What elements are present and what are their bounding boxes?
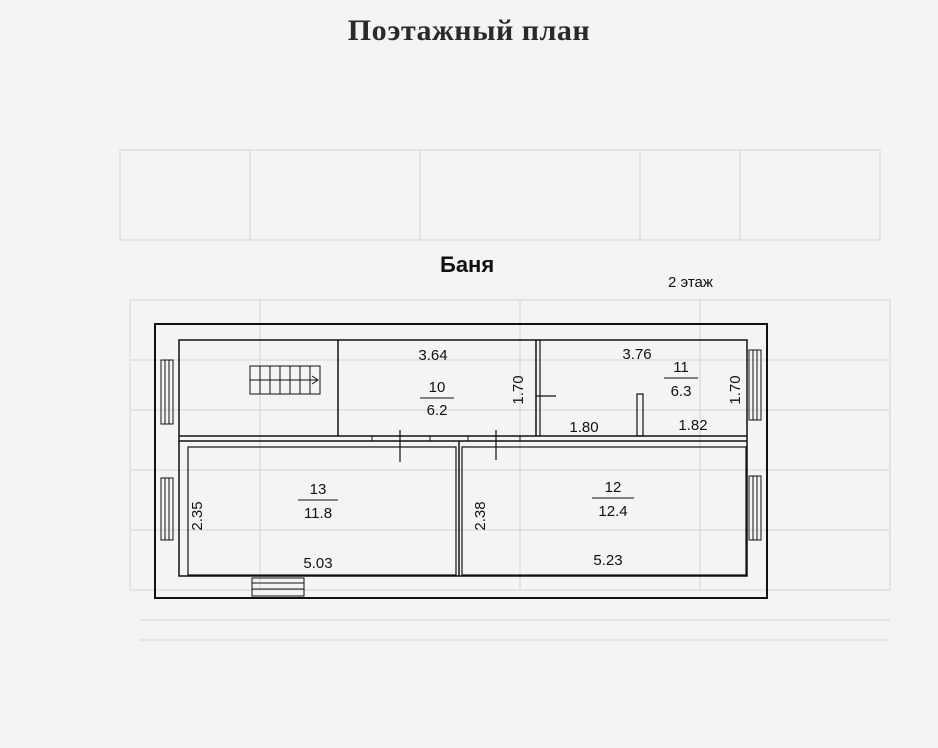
window-left-upper [161, 360, 173, 424]
outer-wall-inner [179, 340, 747, 576]
partition-stub [637, 394, 643, 436]
dim-room13-width: 5.03 [303, 555, 333, 572]
dim-room11-width: 3.76 [622, 346, 652, 363]
page-title: Поэтажный план [347, 14, 591, 47]
floor-label: 2 этаж [668, 274, 713, 291]
dim-room11-depth: 1.70 [727, 375, 744, 405]
room-13-number: 13 [309, 481, 327, 498]
room-11-number: 11 [673, 359, 689, 376]
staircase [250, 366, 320, 394]
dim-corridor-right: 1.82 [678, 417, 708, 434]
window-bottom [252, 578, 304, 596]
room-10-area: 6.2 [426, 402, 448, 419]
room-10-number: 10 [428, 379, 446, 396]
room-11-area: 6.3 [670, 383, 692, 400]
dim-room12-width: 5.23 [593, 552, 623, 569]
window-right-upper [749, 350, 761, 420]
building-title: Баня [440, 252, 495, 277]
window-right-lower [749, 476, 761, 540]
dim-room13-depth: 2.35 [189, 501, 206, 531]
room-13-area: 11.8 [303, 505, 333, 522]
dim-room12-depth: 2.38 [472, 501, 489, 531]
room-12-number: 12 [604, 479, 622, 496]
dim-corridor-left: 1.80 [569, 419, 599, 436]
dim-room10-depth: 1.70 [510, 375, 527, 405]
room-12-area: 12.4 [598, 503, 628, 520]
dim-room10-width: 3.64 [418, 347, 448, 364]
window-left-lower [161, 478, 173, 540]
